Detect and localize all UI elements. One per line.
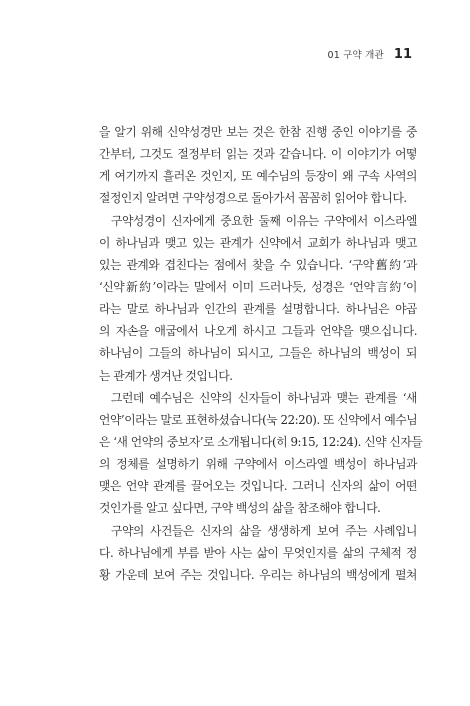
text-line: 맺은 언약 관계를 끌어오는 것입니다. 그러니 신자의 삶이 어떤 xyxy=(99,479,417,494)
text-line: ‘신약新約’이라는 말에서 이미 드러나듯, 성경은 ‘언약言約’이 xyxy=(99,279,417,294)
text-line: 의 정체를 설명하기 위해 구약에서 이스라엘 백성이 하나님과 xyxy=(99,457,417,472)
text-line: 이 하나님과 맺고 있는 관계가 신약에서 교회가 하나님과 맺고 xyxy=(99,235,417,250)
text-line: 구약성경이 신자에게 중요한 둘째 이유는 구약에서 이스라엘 xyxy=(111,213,417,228)
text-line: 그런데 예수님은 신약의 신자들이 하나님과 맺는 관계를 ‘새 xyxy=(111,390,417,405)
page-number: 11 xyxy=(393,47,412,62)
text-line: 간부터, 그것도 절정부터 읽는 것과 같습니다. 이 이야기가 어떻 xyxy=(99,147,417,162)
text-line: 것인가를 알고 싶다면, 구약 백성의 삶을 참조해야 합니다. xyxy=(99,501,381,516)
text-line: 라는 말로 하나님과 인간의 관계를 설명합니다. 하나님은 야곱 xyxy=(99,302,417,317)
text-line: 있는 관계와 겹친다는 점에서 찾을 수 있습니다. ‘구약舊約’과 xyxy=(99,257,417,272)
text-line: 황 가운데 보여 주는 것입니다. 우리는 하나님의 백성에게 펼쳐 xyxy=(99,567,417,582)
text-line: 언약’이라는 말로 표현하셨습니다(눅 22:20). 또 신약에서 예수님 xyxy=(99,412,418,427)
text-line: 은 ‘새 언약의 중보자’로 소개됩니다(히 9:15, 12:24). 신약 신자들 xyxy=(99,434,423,449)
text-line: 을 알기 위해 신약성경만 보는 것은 한참 진행 중인 이야기를 중 xyxy=(99,125,417,139)
text-line: 는 관계가 생겨난 것입니다. xyxy=(99,368,233,383)
chapter-title: 01 구약 개관 xyxy=(327,50,384,61)
body-text xyxy=(99,121,423,586)
text-line: 다. 하나님에게 부름 받아 사는 삶이 무엇인지를 삶의 구체적 정 xyxy=(99,545,417,560)
text-line: 절정인지 알려면 구약성경으로 돌아가서 꼼꼼히 읽어야 합니다. xyxy=(99,191,407,206)
text-line: 게 여기까지 흘러온 것인지, 또 예수님의 등장이 왜 구속 사역의 xyxy=(99,169,417,184)
text-line: 하나님이 그들의 하나님이 되시고, 그들은 하나님의 백성이 되 xyxy=(99,346,417,361)
running-header xyxy=(327,47,412,62)
text-line: 구약의 사건들은 신자의 삶을 생생하게 보여 주는 사례입니 xyxy=(111,523,417,538)
text-line: 의 자손을 애굽에서 나오게 하시고 그들과 언약을 맺으십니다. xyxy=(99,324,417,339)
